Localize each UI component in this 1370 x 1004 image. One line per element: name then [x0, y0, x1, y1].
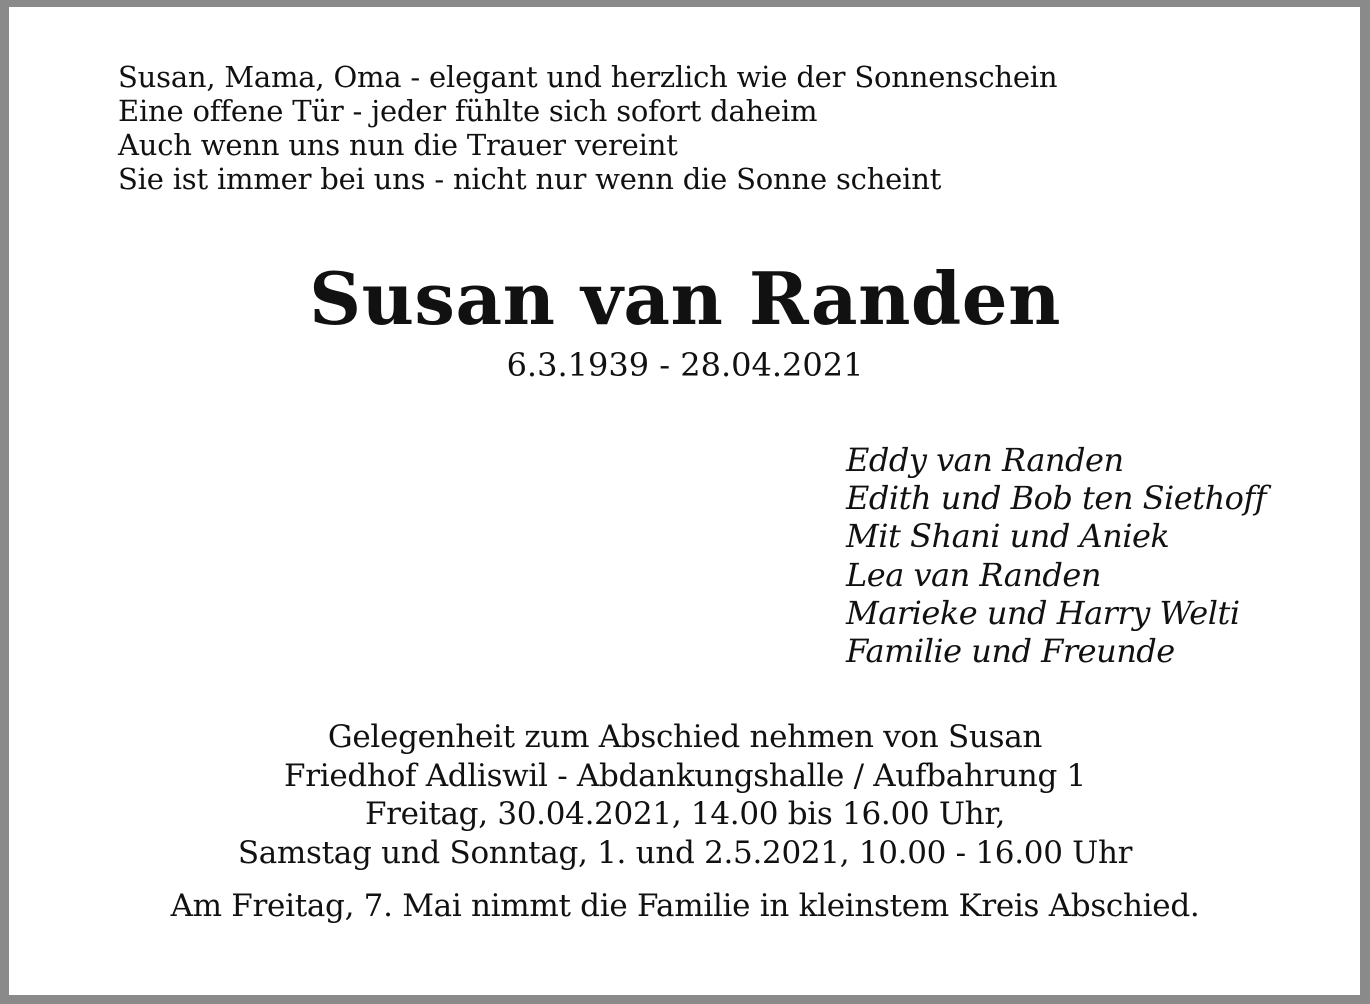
poem-line: Eine offene Tür - jeder fühlte sich sofort daheim	[118, 94, 818, 128]
mourner-line: Eddy van Randen	[846, 441, 1124, 479]
farewell-line: Freitag, 30.04.2021, 14.00 bis 16.00 Uhr,	[364, 796, 1006, 833]
farewell-line: Friedhof Adliswil - Abdankungshalle / Aufbahrung 1	[284, 757, 1086, 794]
mourner-line: Edith und Bob ten Siethoff	[846, 479, 1267, 518]
mourner-line: Lea van Randen	[846, 555, 1101, 594]
life-dates: 6.3.1939 - 28.04.2021	[506, 346, 864, 384]
mourners-list	[846, 441, 1266, 670]
farewell-line: Gelegenheit zum Abschied nehmen von Susan	[327, 719, 1043, 755]
memorial-poem	[118, 60, 1057, 196]
mourner-line: Familie und Freunde	[846, 632, 1175, 671]
mourner-line: Mit Shani und Aniek	[846, 517, 1170, 556]
mourner-line: Marieke und Harry Welti	[846, 593, 1240, 632]
farewell-line: Samstag und Sonntag, 1. und 2.5.2021, 10.00 - 16.00 Uhr	[237, 835, 1133, 872]
poem-line: Sie ist immer bei uns - nicht nur wenn die Sonne scheint	[118, 162, 942, 196]
poem-line: Susan, Mama, Oma - elegant und herzlich wie der Sonnenschein	[118, 60, 1058, 94]
deceased-name: Susan van Randen	[309, 256, 1061, 341]
closing-note: Am Freitag, 7. Mai nimmt die Familie in kleinstem Kreis Abschied.	[170, 888, 1200, 924]
poem-line: Auch wenn uns nun die Trauer vereint	[118, 128, 678, 162]
farewell-details	[0, 718, 1370, 873]
